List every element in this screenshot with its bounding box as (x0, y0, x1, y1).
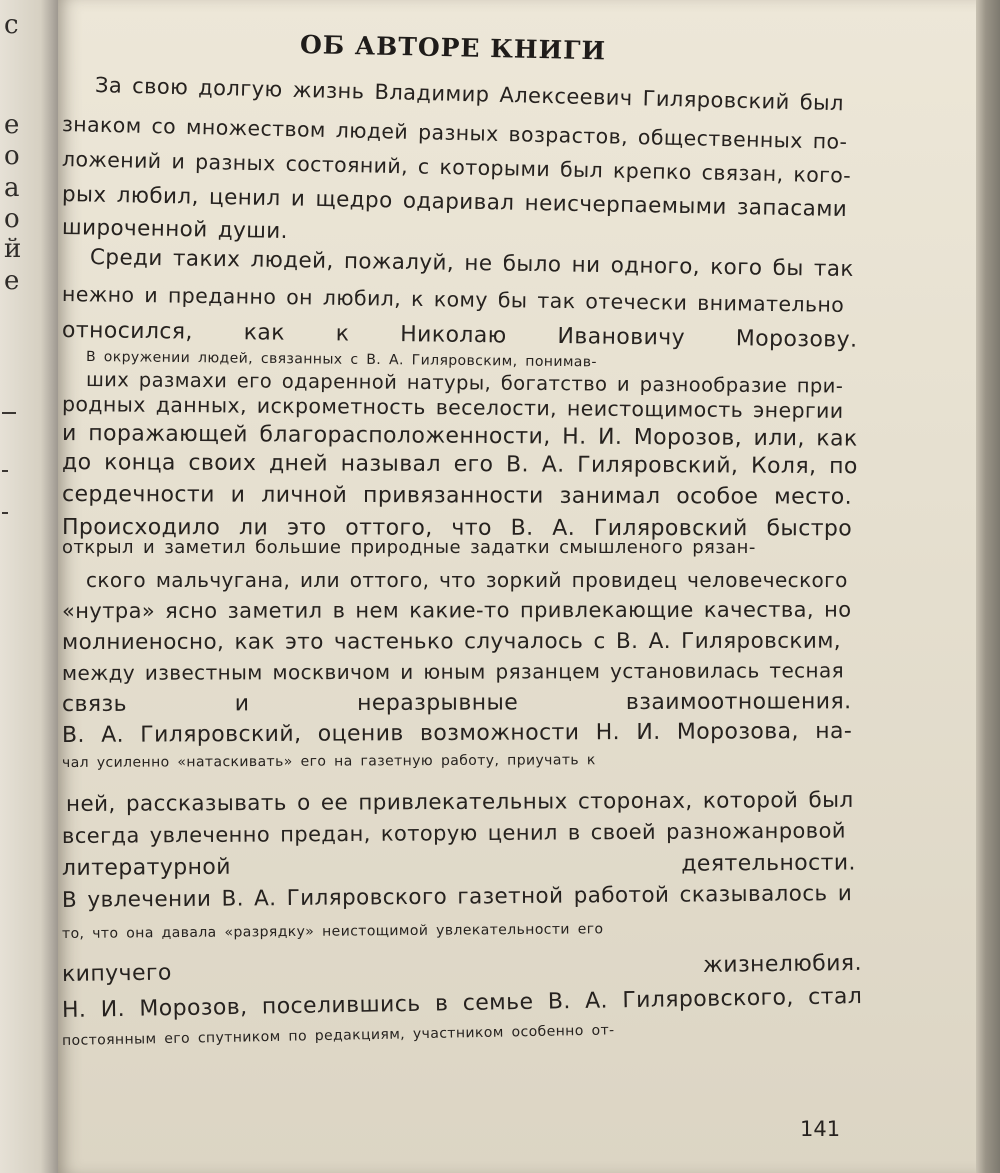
text-line: «нутра» ясно заметил в нем какие-то привлекающие качества, но (61, 597, 852, 623)
text-line: чал усиленно «натаскивать» его на газетную работу, приучать к (61, 752, 596, 771)
text-line: сердечности и личной привязанности занимал особое место. (61, 482, 853, 510)
text-line: В увлечении В. А. Гиляровского газетной работой сказывалось и (61, 881, 853, 913)
margin-fragment: с (4, 10, 19, 40)
text-line: постоянным его спутником по редакциям, участником особенно от- (61, 1022, 615, 1049)
margin-fragment: й (4, 234, 22, 264)
text-line: до конца своих дней называл его В. А. Гиляровский, Коля, по (61, 450, 858, 480)
page-number: 141 (800, 1117, 841, 1141)
text-line: В окружении людей, связанных с В. А. Гиляровским, понимав- (85, 349, 598, 371)
text-line: связь и неразрывные взаимоотношения. (61, 689, 852, 717)
text-line: В. А. Гиляровский, оценив возможности Н. И. Морозова, на- (61, 718, 853, 748)
margin-fragment: а (4, 173, 20, 203)
text-line: родных данных, искрометность веселости, неистощимость энергии (61, 392, 844, 423)
text-line: ложений и разных состояний, с которыми был крепко связан, кого- (61, 147, 852, 188)
facing-page-edge (0, 0, 58, 1173)
text-line: кипучего жизнелюбия. (61, 950, 863, 987)
text-line: относился, как к Николаю Ивановичу Морозову. (61, 318, 858, 353)
text-line: ших размахи его одаренной натуры, богатство и разнообразие при- (85, 368, 844, 398)
text-line: ней, рассказывать о ее привлекательных сторонах, которой был (65, 787, 854, 817)
margin-mark (2, 412, 16, 414)
text-line: литературной деятельности. (61, 850, 856, 881)
text-line: молниеносно, как это частенько случалось с В. А. Гиляровским, (61, 628, 842, 655)
chapter-title: ОБ АВТОРЕ КНИГИ (299, 30, 607, 66)
text-line: и поражающей благорасположенности, Н. И. Морозов, или, как (61, 421, 858, 452)
text-line: Н. И. Морозов, поселившись в семье В. А. Гиляровского, стал (61, 984, 863, 1023)
text-line: широченной души. (61, 215, 289, 244)
text-line: Среди таких людей, пожалуй, не было ни одного, кого бы так (89, 245, 854, 282)
margin-fragment: о (4, 204, 20, 234)
text-line: знаком со множеством людей разных возрастов, общественных по- (61, 112, 848, 154)
margin-fragment: о (4, 141, 20, 171)
text-line: ского мальчугана, или оттого, что зоркий провидец человеческого (86, 568, 848, 592)
text-line: рых любил, ценил и щедро одаривал неисчерпаемыми запасами (61, 182, 848, 223)
text-line: между известным москвичом и юным рязанцем установилась тесная (61, 658, 845, 685)
text-line: нежно и преданно он любил, к кому бы так отечески внимательно (61, 282, 845, 317)
text-line: то, что она давала «разрядку» неистощимой увлекательности его (61, 921, 604, 942)
text-line: открыл и заметил большие природные задатки смышленого рязан- (62, 537, 756, 558)
page-edge-shadow (976, 0, 1000, 1173)
margin-fragment: е (4, 110, 20, 140)
text-line: За свою долгую жизнь Владимир Алексеевич Гиляровский был (94, 73, 845, 116)
margin-mark (2, 512, 8, 514)
margin-mark (2, 470, 8, 472)
text-line: Происходило ли это оттого, что В. А. Гиляровский быстро (61, 515, 853, 542)
text-line: всегда увлеченно предан, которую ценил в своей разножанровой (61, 818, 846, 848)
margin-fragment: е (4, 266, 20, 296)
